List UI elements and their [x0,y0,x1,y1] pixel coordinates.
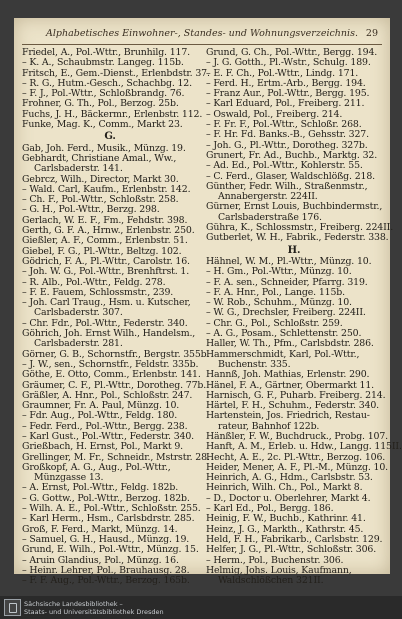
directory-entry: – W. Rob., Schuhm., Münzg. 10. [206,297,352,309]
directory-entry: Hecht, A. E., 2c. Pl.-Wttr., Berzog. 106. [206,451,386,463]
directory-entry: – Ch. F., Pol.-Wttr., Schloßstr. 258. [22,194,179,206]
directory-entry: Gerlach, W. E. F., Fm., Fehdstr. 398. [22,214,188,226]
directory-entry: Göhrich, Joh. Ernst Wilh., Handelsm., [22,328,196,340]
directory-entry: Helmig, Johs. Louis, Kaufmann, [206,564,352,576]
directory-entry: Härtel, F. H., Schuhm., Federstr. 340. [206,400,379,412]
directory-entry: Graumner, Fr. A. Paul, Münzg. 10. [22,400,180,412]
directory-entry: Gräßler, A. Hnr., Pol., Schloßstr. 247. [22,389,193,401]
directory-entry: Gerth, G. F. A., Hrnw., Erlenbstr. 250. [22,225,195,237]
directory-entry: Hänel, F. A., Gärtner, Obermarkt 11. [206,379,374,391]
directory-entry: Gutberlet, W. H., Fabrik., Federstr. 338. [206,232,389,244]
directory-entry: – F. J., Pol.-Wttr., Schloßbrandg. 76. [22,88,185,100]
directory-entry: Grund, E. Wilh., Pol.-Wttr., Münzg. 15. [22,544,199,556]
directory-entry: Großkopf, A. G., Aug., Pol.-Wttr., [22,461,171,473]
directory-entry: Münzgasse 13. [34,472,104,484]
directory-entry: Frohner, G. Th., Pol., Berzog. 25b. [22,98,179,110]
directory-entry: rateur, Bahnhof 122b. [218,420,320,432]
footer-library-name: Sächsische Landesbibliothek – [24,600,123,608]
directory-entry: – A. Ernst, Pol.-Wttr., Feldg. 182b. [22,482,179,494]
directory-entry: Heinrich, Wilh. Ch., Pol., Markt 8. [206,482,363,494]
directory-entry: – Karl Herm., Hsm., Carlsbdrstr. 285. [22,513,195,525]
running-title: Alphabetisches Einwohner-, Standes- und Wohnungsverzeichnis. [46,28,358,39]
directory-entry: Heider, Mener, A. F., Pl.-M., Münzg. 10. [206,461,389,473]
left-column [22,47,210,587]
directory-entry: Heinrich, A. G., Hdm., Carlsbstr. 53. [206,472,373,484]
directory-entry: – G. H., Pol.-Wttr., Berzg. 298. [22,204,160,216]
directory-entry: – H. Gm., Pol.-Wttr., Münzg. 10. [206,266,352,278]
page-header [24,28,380,42]
directory-entry: – Fdr. Aug., Pol.-Wttr., Feldg. 180. [22,410,178,422]
directory-entry: Hanft, A. M., Erleb. u. Hdw., Langg. 115II. [206,441,402,453]
directory-entry: – Herm., Pol., Buchenstr. 306. [206,554,344,566]
directory-entry: – Oswald, Pol., Freiberg. 214. [206,108,343,120]
directory-entry: Held, F. H., Fabrikarb., Carlsbstr. 129. [206,533,383,545]
directory-entry: Buchenstr. 335. [218,358,291,370]
directory-entry: Grellinger, M. Fr., Schneidr., Mstrstr. 28. [22,451,210,463]
directory-entry: – Karl Eduard, Pol., Freiberg. 211. [206,98,365,110]
directory-entry: Heinz, J. G., Markth., Kathrstr. 45. [206,523,364,535]
directory-entry: – Fedr. Ferd., Pol.-Wttr., Bergg. 238. [22,420,188,432]
directory-entry: Gräumer, C. F., Pl.-Wttr., Dorotheg. 77b. [22,379,207,391]
directory-entry: Fritsch, E., Gem.-Dienst., Erlenbdstr. 37. [22,67,210,79]
directory-entry: – F. E. Fauem, Schlossmstr., 239. [22,286,174,298]
directory-entry: – Joh. G., Pl.-Wttr., Dorotheg. 327b. [206,139,368,151]
right-column [206,47,402,587]
directory-entry: – J. W., sen., Schornstfr., Feldstr. 335b. [22,358,199,370]
directory-entry: – Joh. Carl Traug., Hsm. u. Kutscher, [22,297,191,309]
directory-entry: – A. G., Posam., Schlettenstr. 250. [206,328,362,340]
directory-entry: – E. F. Ch., Pol.-Wttr., Lindg. 171. [206,67,359,79]
directory-entry: Gießler, A. F., Comm., Erlenbstr. 51. [22,235,188,247]
directory-entry: – Karl Ed., Pol., Bergg. 186. [206,503,334,515]
directory-entry: – Karl Gust., Pol.-Wttr., Federstr. 340. [22,430,194,442]
directory-entry: – Samuel, G. H., Hausd., Münzg. 19. [22,533,190,545]
directory-entry: – F. F. Aug., Pol.-Wttr., Berzog. 165b. [22,575,190,587]
directory-entry: Gab, Joh. Ferd., Musik., Münzg. 19. [22,142,186,154]
directory-entry: Hartenstein, Jos. Friedrich, Restau- [206,410,370,422]
page-number: 29 [365,28,378,39]
directory-entry: – F. A. sen., Schneider, Pfarrg. 319. [206,276,368,288]
directory-entry: Hänßler, F. W., Buchdruck., Probg. 107. [206,430,388,442]
directory-entry: Carlsbaderstr. 281. [34,338,123,350]
directory-entry: – D., Doctor u. Oberlehrer, Markt 4. [206,492,371,504]
directory-entry: – F. Fr. F., Pol.-Wttr., Schloßr. 268. [206,119,362,131]
directory-entry: – F. A. Hnr., Pol., Lange. 115b. [206,286,345,298]
directory-entry: Hammerschmidt, Karl, Pol.-Wttr., [206,348,360,360]
directory-entry: Harnisch, G. F., Puharb. Freiberg. 214. [206,389,386,401]
directory-entry: Giebel, F. G., Pl.-Wttr., Beltzg. 102. [22,245,182,257]
footer-library-subtitle: Staats- und Universitätsbibliothek Dresden [24,608,164,616]
directory-entry: – R. G., Hutm.-Gesch., Schachbg. 12. [22,77,192,89]
directory-entry: Friedel, A., Pol.-Wttr., Brunhilg. 117. [22,47,190,58]
directory-entry: – K. A., Schaubmstr. Langeg. 115b. [22,57,184,69]
directory-entry: – Aruin Glandius, Pol., Münzg. 16. [22,554,179,566]
directory-entry: Carlsbaderstr. 307. [34,307,123,319]
directory-entry: Gebhardt, Christiane Amal., Ww., [22,152,177,164]
directory-entry: Göthe, E. Otto, Comm., Erlenbstr. 141. [22,369,201,381]
directory-entry: – Ad. Ed., Pol.-Wttr., Kohlerstr. 55. [206,160,363,172]
directory-entry: Grunert, Fr. Ad., Buchb., Marktg. 32. [206,149,378,161]
header-rule [22,44,382,45]
section-letter: H. [287,244,301,256]
directory-entry: – Chr. G., Pol., Schloßstr. 259. [206,317,343,329]
document-page [14,18,402,587]
directory-entry: – C. Ferd., Glaser, Waldschlößg. 218. [206,170,375,182]
directory-entry: Gühra, K., Schlossmstr., Freiberg. 224II. [206,222,394,234]
directory-entry: – W. G., Drechsler, Freiberg. 224II. [206,307,366,319]
directory-entry: Helfer, J. G., Pl.-Wttr., Schloßstr. 306. [206,544,377,556]
directory-entry: – F. Hr. Fd. Banks.-B., Gehsstr. 327. [206,129,369,141]
directory-entry: Heinig, F. W., Buchb., Kathrinr. 41. [206,513,366,525]
directory-entry: – Wilh. A. E., Pol.-Wttr., Schloßstr. 255. [22,503,201,515]
directory-entry: – G. Gottw., Pol.-Wttr., Berzog. 182b. [22,492,190,504]
directory-entry: – J. G. Gotth., Pl.-Wstr., Schulg. 189. [206,57,371,69]
directory-entry: – Chr. Fdr., Pol.-Wttr., Federstr. 340. [22,317,188,329]
directory-entry: – Joh. W. G., Pol.-Wttr., Brenhftrst. 1. [22,266,190,278]
directory-entry: Günther, Fedr. Wilh., Straßenmstr., [206,180,368,192]
library-footer [0,596,402,619]
directory-entry: – Heinr. Lehrer, Pol., Brauhausg. 28. [22,564,190,576]
directory-entry: – R. Alb., Pol.-Wttr., Feldg. 278. [22,276,166,288]
directory-entry: – Wald. Carl, Kaufm., Erlenbstr. 142. [22,183,191,195]
directory-entry: Hannß, Joh. Mathias, Erlenstr. 290. [206,369,370,381]
directory-entry: Gebrcz, Wilh., Director, Markt 30. [22,173,179,185]
directory-entry: Fuchs, J. H., Bäckermr., Erlenbstr. 112. [22,108,203,120]
directory-entry: Gödrich, F. A., Pl.-Wttr., Carolstr. 16. [22,255,190,267]
directory-entry: Funke, Mag. K., Comm., Markt 23. [22,119,183,131]
directory-entry: – Ferd. H., Ertm.-Arb., Bergg. 194. [206,77,366,89]
directory-entry: Groß, F. Ferd., Markt, Münzg. 14. [22,523,178,535]
directory-entry: Haller, W. Th., Pfm., Carlsbdstr. 286. [206,338,374,350]
directory-entry: Annabergerstr. 224II. [218,191,318,203]
directory-entry: Waldschlößchen 321II. [218,575,324,587]
section-letter: G. [104,131,116,143]
directory-entry: Görner, G. B., Schornstfr., Bergstr. 355b. [22,348,210,360]
directory-entry: Hähnel, W. M., Pl.-Wttr., Münzg. 10. [206,255,372,267]
directory-entry: Carlsbaderstraße 176. [218,211,322,223]
directory-entry: Gürner, Ernst Louis, Buchbindermstr., [206,201,383,213]
library-logo-icon [4,599,21,616]
directory-entry: Carlsbaderstr. 141. [34,163,123,175]
directory-entry: Grießbach, H. Ernst, Pol., Markt 9. [22,441,183,453]
directory-entry: – Franz Aur., Pol.-Wttr., Bergg. 195. [206,88,370,100]
directory-entry: Grund, G. Ch., Pol.-Wttr., Bergg. 194. [206,47,378,58]
